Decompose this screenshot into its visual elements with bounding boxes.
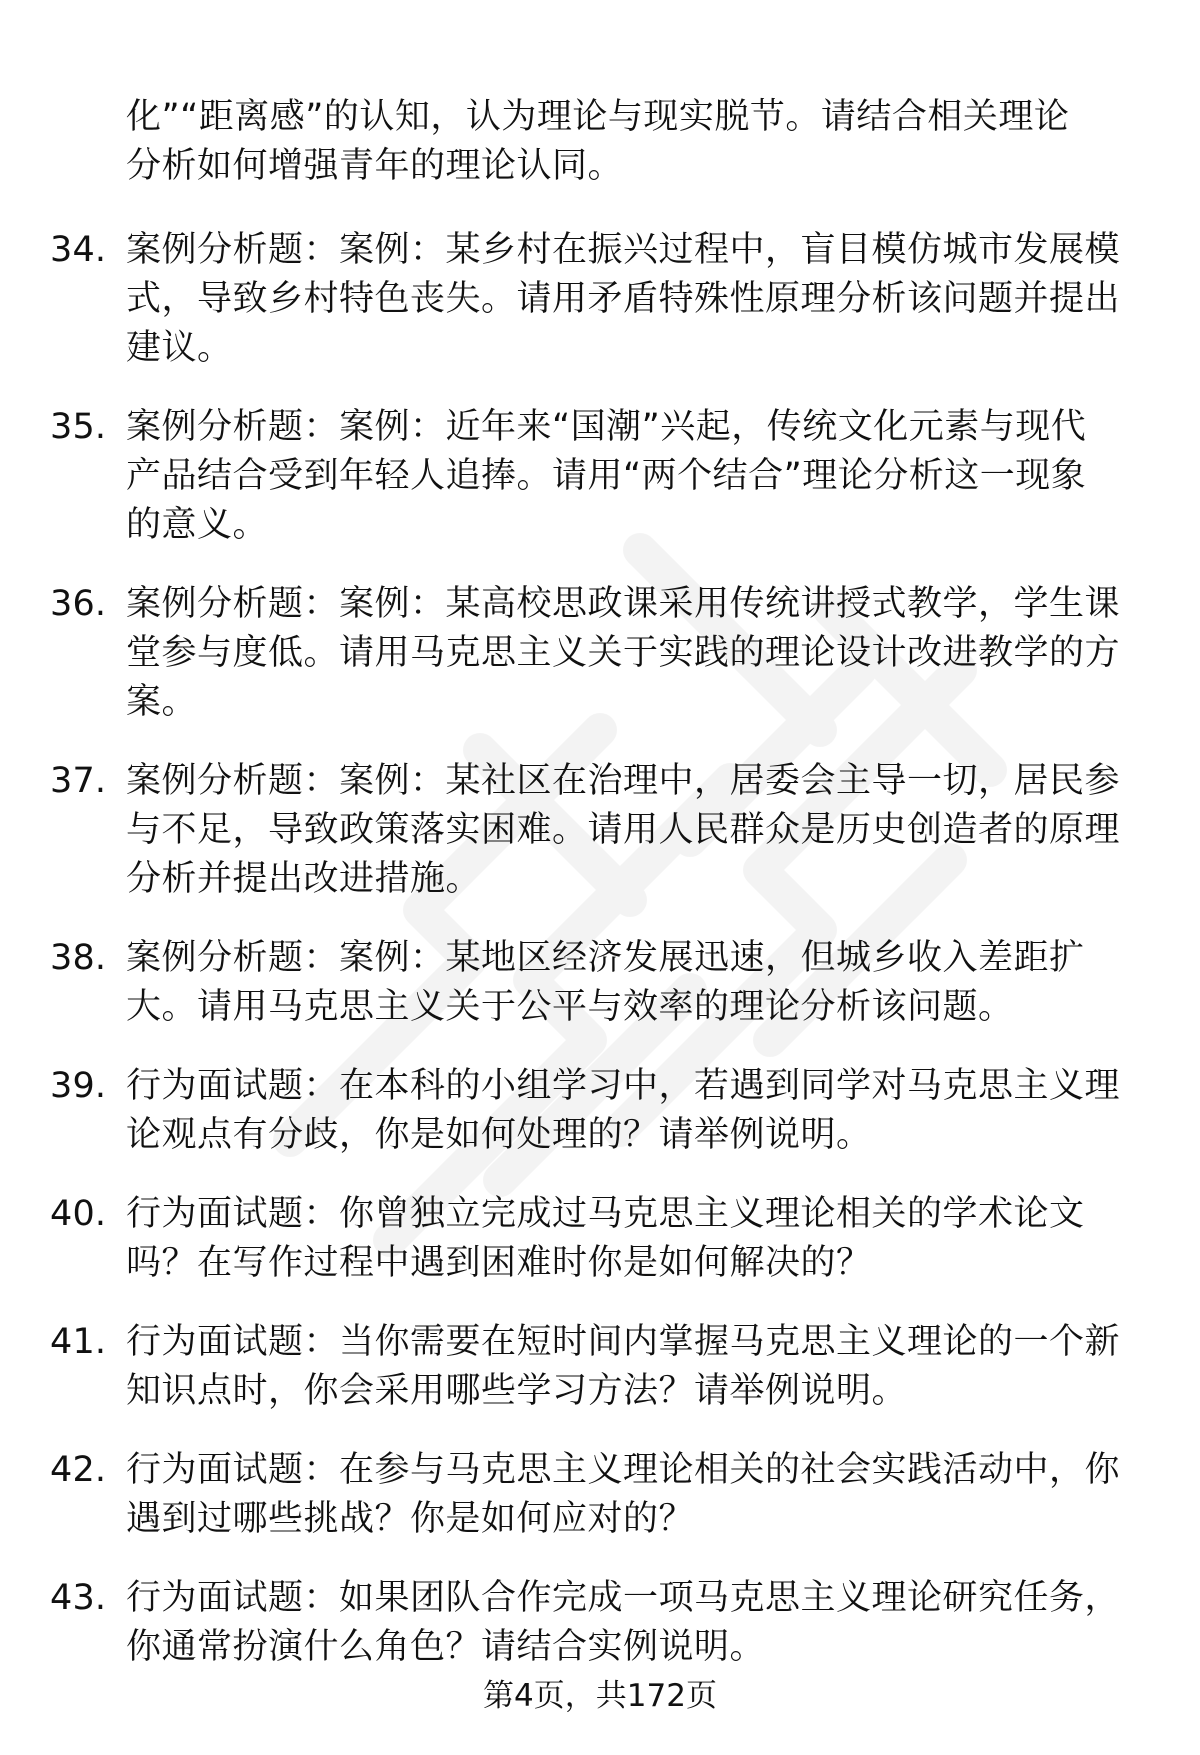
question-text: 行为面试题：如果团队合作完成一项马克思主义理论研究任务， 你通常扮演什么角色？请结合实例说明。 xyxy=(126,1578,1121,1667)
question-item xyxy=(50,934,1140,1032)
question-item xyxy=(50,403,1140,550)
question-number: 39. xyxy=(50,1066,107,1106)
question-number: 35. xyxy=(50,407,107,447)
question-number: 40. xyxy=(50,1194,107,1234)
question-text: 案例分析题：案例：某社区在治理中，居委会主导一切，居民参 与不足，导致政策落实困难。请用人民群众是历史创造者的原理 分析并提出改进措施。 xyxy=(126,761,1121,899)
question-text: 案例分析题：案例：某地区经济发展迅速，但城乡收入差距扩 大。请用马克思主义关于公平与效率的理论分析该问题。 xyxy=(126,938,1085,1027)
question-text: 行为面试题：当你需要在短时间内掌握马克思主义理论的一个新 知识点时，你会采用哪些学习方法？请举例说明。 xyxy=(126,1322,1121,1411)
question-number: 38. xyxy=(50,938,107,978)
question-text: 案例分析题：案例：某高校思政课采用传统讲授式教学，学生课 堂参与度低。请用马克思主义关于实践的理论设计改进教学的方 案。 xyxy=(126,584,1121,722)
question-number: 36. xyxy=(50,584,107,624)
question-number: 42. xyxy=(50,1450,107,1490)
question-item xyxy=(50,1190,1140,1288)
question-item xyxy=(50,1574,1140,1672)
question-item xyxy=(50,1446,1140,1544)
question-item xyxy=(50,226,1140,373)
question-list xyxy=(50,226,1140,1672)
question-item xyxy=(50,1318,1140,1416)
question-text: 行为面试题：在本科的小组学习中，若遇到同学对马克思主义理 论观点有分歧，你是如何处理的？请举例说明。 xyxy=(126,1066,1121,1155)
question-number: 41. xyxy=(50,1322,107,1362)
question-item xyxy=(50,757,1140,904)
page-footer: 第4页，共172页 xyxy=(483,1678,717,1714)
question-number: 43. xyxy=(50,1578,107,1618)
question-text: 案例分析题：案例：近年来“国潮”兴起，传统文化元素与现代 产品结合受到年轻人追捧。请用“两个结合”理论分析这一现象 的意义。 xyxy=(126,407,1087,545)
question-text: 行为面试题：你曾独立完成过马克思主义理论相关的学术论文 吗？在写作过程中遇到困难时你是如何解决的？ xyxy=(126,1194,1085,1283)
question-item xyxy=(50,580,1140,727)
intro-paragraph: 化”“距离感”的认知，认为理论与现实脱节。请结合相关理论 分析如何增强青年的理论认同。 xyxy=(126,97,1070,186)
document-content xyxy=(50,58,1140,1702)
question-text: 行为面试题：在参与马克思主义理论相关的社会实践活动中，你 遇到过哪些挑战？你是如何应对的？ xyxy=(126,1450,1121,1539)
question-item xyxy=(50,1062,1140,1160)
question-text: 案例分析题：案例：某乡村在振兴过程中，盲目模仿城市发展模 式，导致乡村特色丧失。请用矛盾特殊性原理分析该问题并提出 建议。 xyxy=(126,230,1121,368)
question-number: 37. xyxy=(50,761,107,801)
question-number: 34. xyxy=(50,230,107,270)
